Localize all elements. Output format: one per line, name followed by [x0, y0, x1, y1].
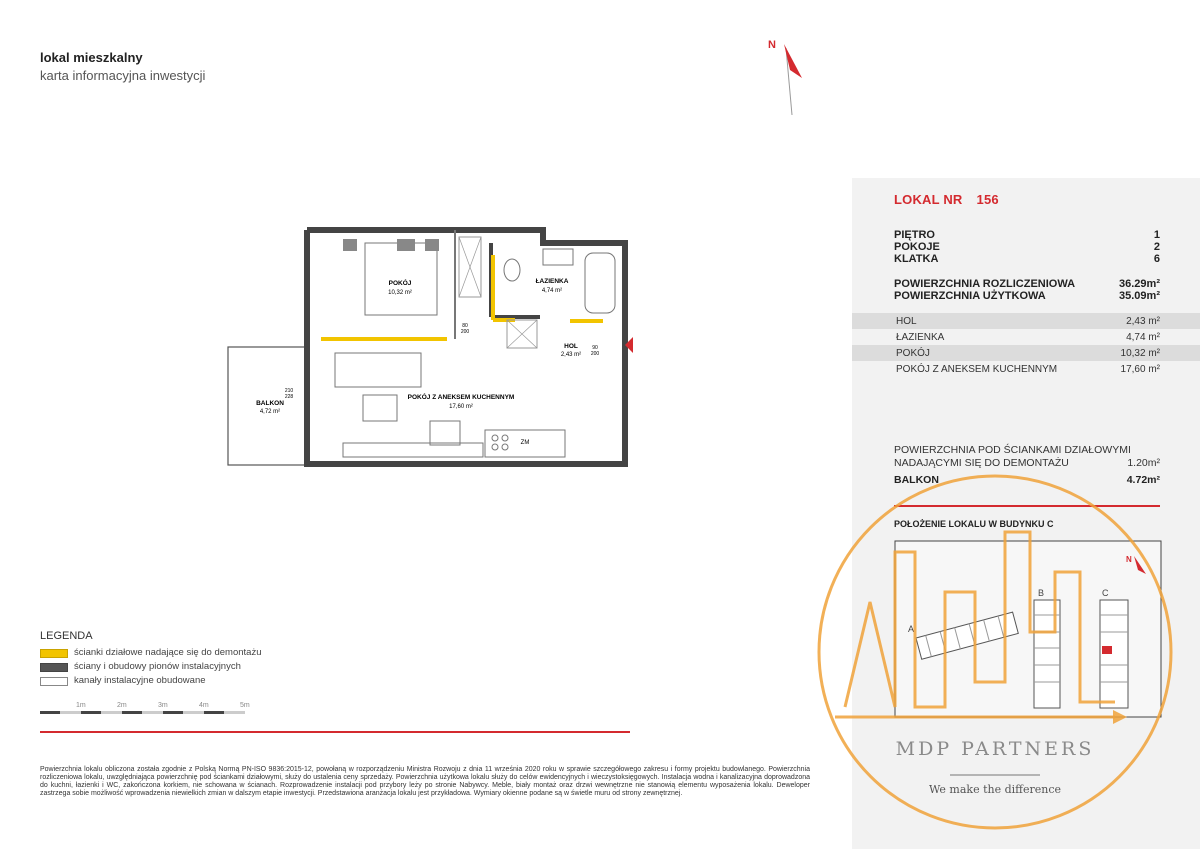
plan-pokoj-area: 10,32 m²	[388, 290, 412, 296]
legend-item-label: kanały instalacyjne obudowane	[74, 675, 206, 686]
room-row	[852, 361, 1200, 377]
plan-dim-2: 90	[592, 345, 598, 351]
area-main-label: POWIERZCHNIA UŻYTKOWA	[894, 290, 1046, 302]
area-main-label: POWIERZCHNIA ROZLICZENIOWA	[894, 278, 1076, 290]
detail-label: KLATKA	[894, 253, 939, 265]
footer-divider	[40, 731, 630, 733]
plan-lazienka-area: 4,74 m²	[541, 288, 563, 294]
balcony-value: 4.72m²	[1126, 474, 1160, 486]
detail-row	[894, 229, 1160, 241]
section-a-label: A	[908, 624, 915, 634]
scale-label: 1m	[76, 702, 86, 709]
scale-label: 3m	[158, 702, 168, 709]
area-main-row	[894, 278, 1160, 290]
plan-aneks-area: 17,60 m²	[449, 404, 473, 410]
detail-row	[894, 253, 1160, 265]
walls-note-line1: POWIERZCHNIA POD ŚCIANKAMI DZIAŁOWYMI	[894, 444, 1131, 456]
walls-note-row	[894, 457, 1160, 469]
room-label: HOL	[896, 316, 917, 327]
legend-item-label: ściany i obudowy pionów instalacyjnych	[74, 661, 241, 672]
building-title: POŁOŻENIE LOKALU W BUDYNKU C	[894, 519, 1054, 529]
north-arrow-icon	[760, 30, 810, 120]
legend-item	[40, 676, 300, 686]
plan-dim-1: 200	[460, 329, 470, 335]
watermark-tagline: We make the difference	[929, 783, 1061, 796]
room-value: 10,32 m²	[1120, 348, 1160, 359]
scale-label: 5m	[240, 702, 250, 709]
detail-value: 2	[1153, 241, 1160, 253]
room-row	[852, 329, 1200, 345]
room-label: POKÓJ Z ANEKSEM KUCHENNYM	[896, 364, 1058, 375]
area-main-value: 35.09m²	[1119, 290, 1160, 302]
mini-compass-label: N	[1126, 555, 1132, 564]
detail-label: PIĘTRO	[894, 229, 935, 241]
detail-value: 6	[1153, 253, 1160, 265]
room-row	[852, 313, 1200, 329]
lokal-number-value: 156	[976, 192, 999, 207]
header-subtitle: karta informacyjna inwestycji	[40, 68, 206, 83]
plan-dim-3: 200	[590, 351, 600, 357]
plan-dim-5: 228	[284, 394, 294, 400]
walls-note-line2: NADAJĄCYMI SIĘ DO DEMONTAŻU	[894, 457, 1069, 469]
scale-label: 4m	[199, 702, 209, 709]
scale-bar	[40, 698, 260, 720]
scale-label: 2m	[117, 702, 127, 709]
room-label: POKÓJ	[896, 348, 930, 359]
plan-aneks-name: POKÓJ Z ANEKSEM KUCHENNYM	[407, 394, 515, 401]
header-title: lokal mieszkalny	[40, 50, 143, 65]
legend-swatch-gray	[40, 663, 68, 672]
legend-item-label: ścianki działowe nadające się do demontażu	[74, 647, 262, 658]
plan-hol-name: HOL	[564, 343, 578, 350]
area-main-value: 36.29m²	[1119, 278, 1160, 290]
plan-dim-4: 210	[284, 388, 294, 394]
detail-label: POKOJE	[894, 241, 940, 253]
room-value: 4,74 m²	[1126, 332, 1160, 343]
room-value: 17,60 m²	[1120, 364, 1160, 375]
room-label: ŁAZIENKA	[896, 332, 945, 343]
compass-label: N	[768, 39, 776, 51]
room-value: 2,43 m²	[1126, 316, 1160, 327]
plan-zm: ZM	[520, 440, 530, 446]
section-c-label: C	[1102, 588, 1109, 598]
plan-dim-0: 80	[462, 323, 468, 329]
plan-hol-area: 2,43 m²	[560, 352, 582, 358]
area-main-row	[894, 290, 1160, 302]
footnote: Powierzchnia lokalu obliczona została zgodnie z Polską Normą PN-ISO 9836:2015-12, powołaną w rozporządzeniu Ministra Rozwoju z dnia 11 września 2020 roku w sprawie szczegółowego zakresu i formy projektu budowlanego. Powierzchnia rozliczeniowa lokalu, uwzględniająca powierzchnię pod ściankami działowymi, służy do ustalenia ceny sprzedaży. Powierzchnia użytkowa lokalu służy do celów ewidencyjnych i wieczystoksięgowych. Instalacja wodna i kanalizacyjna doprowadzona do kuchni, łazienki i WC, zakończona korkiem, nie schowana w ścianach. Rozprowadzenie instalacji pod przybory leży po stronie Nabywcy. Meble, biały montaż oraz drzwi wewnętrzne nie stanowią elementu wyposażenia lokalu. Deweloper zastrzega sobie możliwość wprowadzenia niewielkich zmian w dalszym etapie inwestycji. Przedstawiona aranżacja lokalu jest przykładowa. Wymiary okienne podane są w świetle muru od strony zewnętrznej.	[40, 766, 810, 797]
plan-pokoj-name: POKÓJ	[388, 280, 412, 287]
lokal-number	[894, 192, 999, 207]
legend-swatch-white	[40, 677, 68, 686]
detail-row	[894, 241, 1160, 253]
room-row	[852, 345, 1200, 361]
legend-item	[40, 648, 300, 658]
section-b-label: B	[1038, 588, 1045, 598]
walls-note-value: 1.20m²	[1127, 457, 1160, 469]
legend-item	[40, 662, 300, 672]
plan-balkon-area: 4,72 m²	[259, 409, 281, 415]
legend-swatch-yellow	[40, 649, 68, 658]
watermark-name: MDP PARTNERS	[895, 738, 1095, 760]
plan-balkon-name: BALKON	[256, 400, 284, 407]
balcony-label: BALKON	[894, 474, 939, 486]
floor-plan	[225, 225, 635, 470]
lokal-label: LOKAL NR	[894, 192, 963, 207]
plan-lazienka-name: ŁAZIENKA	[535, 278, 569, 285]
legend-title: LEGENDA	[40, 630, 93, 642]
detail-value: 1	[1153, 229, 1160, 241]
